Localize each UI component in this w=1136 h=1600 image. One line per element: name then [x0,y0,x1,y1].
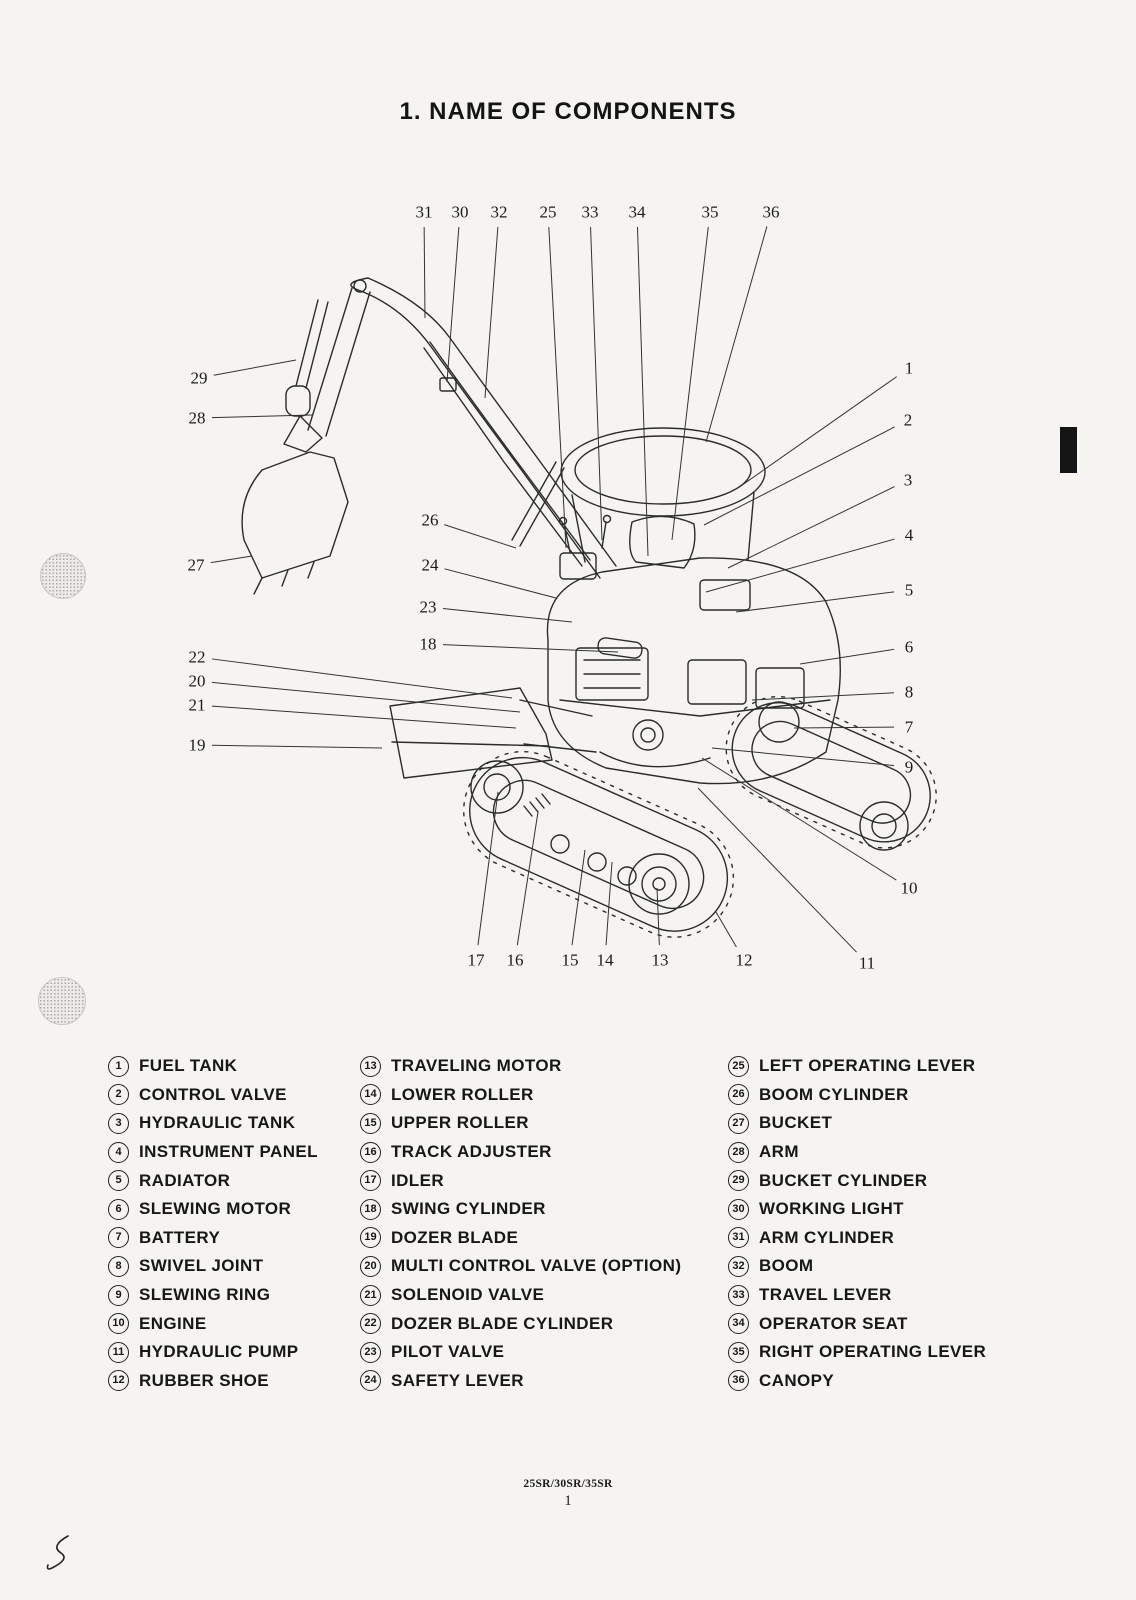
callout-number: 19 [188,735,206,755]
leader-line [444,525,516,548]
legend-item [108,1166,358,1195]
legend-item-label: IDLER [391,1170,444,1190]
callout-number: 27 [187,555,205,575]
legend-item-label: SWING CYLINDER [391,1199,546,1219]
legend-item [728,1052,1048,1081]
legend-item [108,1052,358,1081]
legend-item-label: SWIVEL JOINT [139,1256,264,1276]
legend-item [108,1281,358,1310]
legend-item-number: 21 [360,1285,381,1306]
callout-layer [188,203,918,973]
legend-item-label: OPERATOR SEAT [759,1313,908,1333]
legend-item-label: ARM [759,1142,799,1162]
legend-item [360,1252,725,1281]
leader-line [478,792,498,945]
callout-number: 28 [188,408,206,428]
legend-item-label: UPPER ROLLER [391,1113,529,1133]
legend-item-number: 25 [728,1056,749,1077]
legend-item [360,1081,725,1110]
legend-item-number: 15 [360,1113,381,1134]
leader-line [591,227,602,540]
component-legend [0,1052,1136,1412]
leader-line [212,659,512,698]
binder-hole-stamp [40,553,86,599]
legend-item-number: 26 [728,1084,749,1105]
legend-item-label: BUCKET CYLINDER [759,1170,928,1190]
legend-column-3 [728,1052,1048,1395]
legend-item-number: 6 [108,1199,129,1220]
leader-line [214,360,296,375]
legend-item-number: 30 [728,1199,749,1220]
legend-item [728,1224,1048,1253]
callout-number: 22 [188,647,206,667]
legend-item-label: TRAVELING MOTOR [391,1056,562,1076]
callout-number: 18 [419,634,437,654]
callout-number: 9 [904,757,914,777]
callout-number: 24 [421,555,439,575]
legend-item-label: LEFT OPERATING LEVER [759,1056,976,1076]
legend-item [360,1224,725,1253]
callout-number: 8 [904,682,914,702]
legend-item-number: 22 [360,1313,381,1334]
legend-item-label: HYDRAULIC TANK [139,1113,296,1133]
footer-page-number: 1 [564,1493,572,1509]
legend-item [360,1052,725,1081]
callout-number: 32 [490,202,508,222]
legend-item-number: 18 [360,1199,381,1220]
handwritten-mark [38,1528,80,1578]
legend-item [728,1195,1048,1224]
callout-number: 7 [904,717,914,737]
callout-number: 3 [903,470,913,490]
legend-item [360,1367,725,1396]
leader-line [211,556,252,563]
callout-number: 4 [904,525,914,545]
legend-item-number: 24 [360,1370,381,1391]
legend-item-number: 11 [108,1342,129,1363]
callout-number: 10 [900,878,918,898]
legend-item-label: RIGHT OPERATING LEVER [759,1342,987,1362]
leader-line [572,850,585,945]
legend-item-label: DOZER BLADE CYLINDER [391,1313,614,1333]
legend-item [108,1109,358,1138]
callout-number: 21 [188,695,206,715]
legend-item-label: BOOM CYLINDER [759,1084,909,1104]
legend-item-number: 10 [108,1313,129,1334]
legend-item [108,1338,358,1367]
legend-item [728,1309,1048,1338]
legend-item-label: BUCKET [759,1113,833,1133]
legend-item [108,1252,358,1281]
legend-item-number: 2 [108,1084,129,1105]
legend-item [360,1309,725,1338]
legend-item-number: 35 [728,1342,749,1363]
callout-number: 1 [904,358,914,378]
leader-line [698,788,857,952]
legend-item-number: 29 [728,1170,749,1191]
callout-number: 26 [421,510,439,530]
callout-number: 5 [904,580,914,600]
excavator-drawing [242,278,953,956]
legend-item-number: 23 [360,1342,381,1363]
leader-line [716,912,736,947]
leader-line [706,226,767,442]
callout-number: 36 [762,202,780,222]
legend-item-label: ENGINE [139,1313,207,1333]
page-title: 1. NAME OF COMPONENTS [399,98,737,125]
legend-item-label: HYDRAULIC PUMP [139,1342,299,1362]
leader-line [794,727,894,728]
callout-number: 29 [190,368,208,388]
legend-item-label: FUEL TANK [139,1056,238,1076]
legend-item-number: 13 [360,1056,381,1077]
legend-item-label: MULTI CONTROL VALVE (OPTION) [391,1256,682,1276]
legend-item-label: CANOPY [759,1370,835,1390]
legend-item-label: TRAVEL LEVER [759,1285,892,1305]
legend-item-label: RUBBER SHOE [139,1370,270,1390]
callout-number: 6 [904,637,914,657]
leader-line [706,539,895,592]
legend-item [108,1195,358,1224]
legend-item [360,1166,725,1195]
legend-item-number: 31 [728,1227,749,1248]
legend-item [360,1281,725,1310]
callout-number: 35 [701,202,719,222]
callout-number: 16 [506,950,524,970]
legend-item-number: 36 [728,1370,749,1391]
legend-item-label: BATTERY [139,1227,221,1247]
legend-item-number: 12 [108,1370,129,1391]
legend-item-number: 5 [108,1170,129,1191]
leader-line [447,227,459,382]
callout-number: 23 [419,597,437,617]
callout-number: 15 [561,950,579,970]
legend-item [108,1138,358,1167]
callout-number: 33 [581,202,599,222]
legend-item [108,1367,358,1396]
legend-item-number: 14 [360,1084,381,1105]
legend-item [728,1338,1048,1367]
legend-item [728,1252,1048,1281]
callout-number: 14 [596,950,614,970]
legend-column-2 [360,1052,725,1395]
leader-line [445,569,556,598]
leader-line [657,888,659,945]
footer-model-code: 25SR/30SR/35SR [523,1478,613,1490]
callout-number: 17 [467,950,485,970]
chapter-index-tab [1060,427,1077,473]
legend-item-number: 34 [728,1313,749,1334]
legend-item-number: 17 [360,1170,381,1191]
legend-item-number: 32 [728,1256,749,1277]
legend-item-label: BOOM [759,1256,814,1276]
legend-item-label: WORKING LIGHT [759,1199,904,1219]
legend-item-label: DOZER BLADE [391,1227,519,1247]
legend-item [728,1166,1048,1195]
leader-line [212,706,516,728]
legend-item [728,1081,1048,1110]
callout-number: 31 [415,202,433,222]
legend-item [108,1224,358,1253]
legend-item-number: 20 [360,1256,381,1277]
callout-number: 13 [651,950,669,970]
legend-item [360,1109,725,1138]
legend-item-label: SOLENOID VALVE [391,1285,545,1305]
legend-item-label: SAFETY LEVER [391,1370,524,1390]
leader-line [485,227,498,398]
legend-item-number: 3 [108,1113,129,1134]
leader-line [738,377,897,488]
legend-item-number: 19 [360,1227,381,1248]
legend-item-number: 4 [108,1142,129,1163]
legend-item [108,1309,358,1338]
legend-item-number: 33 [728,1285,749,1306]
leader-line [672,227,708,540]
callout-number: 25 [539,202,557,222]
legend-item-number: 28 [728,1142,749,1163]
callout-number: 12 [735,950,753,970]
leader-line [704,427,895,525]
leader-line [800,649,894,664]
legend-item-number: 9 [108,1285,129,1306]
legend-item-number: 8 [108,1256,129,1277]
legend-item [728,1367,1048,1396]
legend-item-label: INSTRUMENT PANEL [139,1142,318,1162]
binder-hole-stamp [38,977,86,1025]
legend-item [360,1338,725,1367]
legend-item [728,1109,1048,1138]
legend-item-number: 1 [108,1056,129,1077]
callout-number: 2 [903,410,913,430]
leader-line [517,812,538,945]
legend-item-number: 16 [360,1142,381,1163]
callout-number: 20 [188,671,206,691]
leader-line [212,745,382,748]
legend-item-label: SLEWING MOTOR [139,1199,292,1219]
legend-item-label: RADIATOR [139,1170,231,1190]
legend-column-1 [108,1052,358,1395]
legend-item [360,1195,725,1224]
legend-item [360,1138,725,1167]
leader-line [606,862,612,945]
leader-line [736,592,894,612]
legend-item-label: TRACK ADJUSTER [391,1142,552,1162]
legend-item-label: LOWER ROLLER [391,1084,534,1104]
legend-item-label: SLEWING RING [139,1285,271,1305]
leader-line [637,227,648,556]
callout-number: 30 [451,202,469,222]
legend-item-label: ARM CYLINDER [759,1227,895,1247]
legend-item-number: 7 [108,1227,129,1248]
legend-item-label: CONTROL VALVE [139,1084,287,1104]
legend-item-label: PILOT VALVE [391,1342,505,1362]
leader-line [212,682,520,712]
leader-line [443,609,572,622]
leader-line [549,227,566,548]
callout-number: 34 [628,202,646,222]
legend-item [728,1281,1048,1310]
legend-item-number: 27 [728,1113,749,1134]
legend-item [728,1138,1048,1167]
leader-line [424,227,425,318]
legend-item [108,1081,358,1110]
callout-number: 11 [858,953,876,973]
